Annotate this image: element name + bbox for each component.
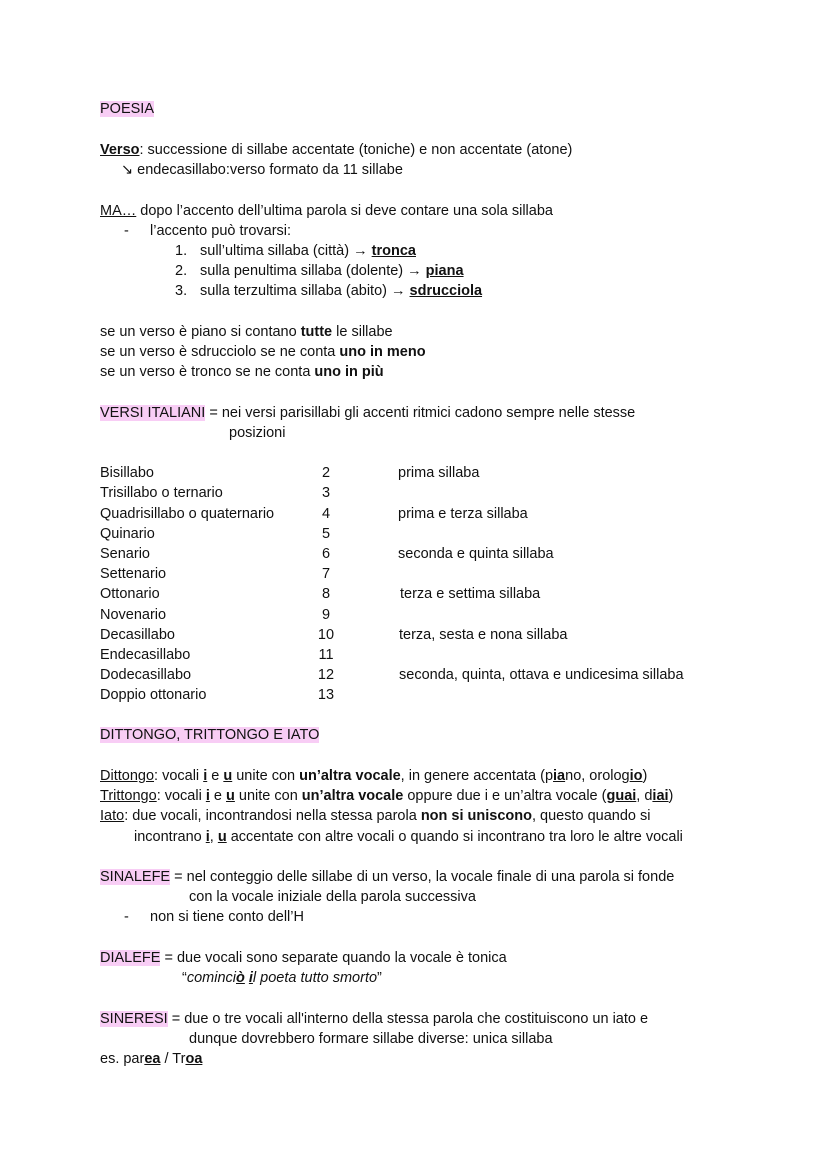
page-title: POESIA [100,101,154,117]
table-cell-num: 3 [321,485,331,501]
table-cell-name: Novenario [100,607,167,623]
sineresi-line: SINERESI = due o tre vocali all'interno della stessa parola che costituiscono un iato e [100,1011,649,1027]
table-cell-num: 9 [321,607,331,623]
table-cell-num: 6 [321,546,331,562]
rule-line: se un verso è tronco se ne conta uno in più [100,364,384,380]
list-item-text: sull’ultima sillaba (città) → tronca [200,243,416,259]
dialefe-line: DIALEFE = due vocali sono separate quando la vocale è tonica [100,950,507,966]
table-cell-name: Trisillabo o ternario [100,485,223,501]
versi-italiani-cont: posizioni [229,425,286,441]
table-cell-accent: terza e settima sillaba [400,586,541,602]
table-cell-num: 10 [317,627,335,643]
sinalefe-dash: - [124,909,129,925]
table-cell-num: 5 [321,526,331,542]
iato-cont: incontrano i, u accentate con altre vocali o quando si incontrano tra loro le altre vocali [134,829,683,845]
table-cell-num: 13 [317,687,335,703]
table-cell-name: Endecasillabo [100,647,191,663]
table-cell-accent: prima sillaba [398,465,480,481]
table-cell-accent: prima e terza sillaba [398,506,528,522]
table-cell-name: Quinario [100,526,155,542]
section-heading: DITTONGO, TRITTONGO E IATO [100,727,320,743]
table-cell-num: 4 [321,506,331,522]
ma-sub: l’accento può trovarsi: [150,223,292,239]
table-cell-accent: terza, sesta e nona sillaba [399,627,568,643]
list-item-text: sulla penultima sillaba (dolente) → piana [200,263,464,279]
verso-arrow-note: ↘ endecasillabo:verso formato da 11 sillabe [121,162,403,178]
table-cell-name: Quadrisillabo o quaternario [100,506,275,522]
table-cell-num: 12 [317,667,335,683]
list-item: 2. [175,263,188,279]
list-item-text: sulla terzultima sillaba (abito) → sdrucciola [200,283,483,299]
table-cell-name: Ottonario [100,586,160,602]
iato-line: Iato: due vocali, incontrandosi nella stessa parola non si uniscono, questo quando si [100,808,651,824]
dittongo-line: Dittongo: vocali i e u unite con un’altra vocale, in genere accentata (piano, orologio) [100,768,648,784]
list-item: 3. [175,283,188,299]
sinalefe-note: non si tiene conto dell’H [150,909,304,925]
ma-dash: - [124,223,129,239]
table-cell-num: 7 [321,566,331,582]
versi-italiani-line: VERSI ITALIANI = nei versi parisillabi gli accenti ritmici cadono sempre nelle stesse [100,405,636,421]
table-cell-name: Settenario [100,566,167,582]
sineresi-example: es. parea / Troa [100,1051,203,1067]
list-item: 1. [175,243,188,259]
table-cell-name: Dodecasillabo [100,667,192,683]
ma-line: MA… dopo l’accento dell’ultima parola si deve contare una sola sillaba [100,203,553,219]
sinalefe-cont: con la vocale iniziale della parola successiva [189,889,476,905]
table-cell-accent: seconda, quinta, ottava e undicesima sillaba [399,667,684,683]
table-cell-name: Doppio ottonario [100,687,207,703]
table-cell-name: Decasillabo [100,627,175,643]
sinalefe-line: SINALEFE = nel conteggio delle sillabe di un verso, la vocale finale di una parola si fonde [100,869,675,885]
table-cell-accent: seconda e quinta sillaba [398,546,554,562]
rule-line: se un verso è sdrucciolo se ne conta uno in meno [100,344,426,360]
verso-definition: Verso: successione di sillabe accentate (toniche) e non accentate (atone) [100,142,573,158]
trittongo-line: Trittongo: vocali i e u unite con un’altra vocale oppure due i e un’altra vocale (guai, diai) [100,788,674,804]
dialefe-quote: “cominciò il poeta tutto smorto” [182,970,382,986]
table-cell-num: 2 [321,465,331,481]
table-cell-name: Bisillabo [100,465,154,481]
table-cell-name: Senario [100,546,150,562]
sineresi-cont: dunque dovrebbero formare sillabe diverse: unica sillaba [189,1031,553,1047]
table-cell-num: 8 [321,586,331,602]
rule-line: se un verso è piano si contano tutte le sillabe [100,324,393,340]
table-cell-num: 11 [318,647,334,663]
